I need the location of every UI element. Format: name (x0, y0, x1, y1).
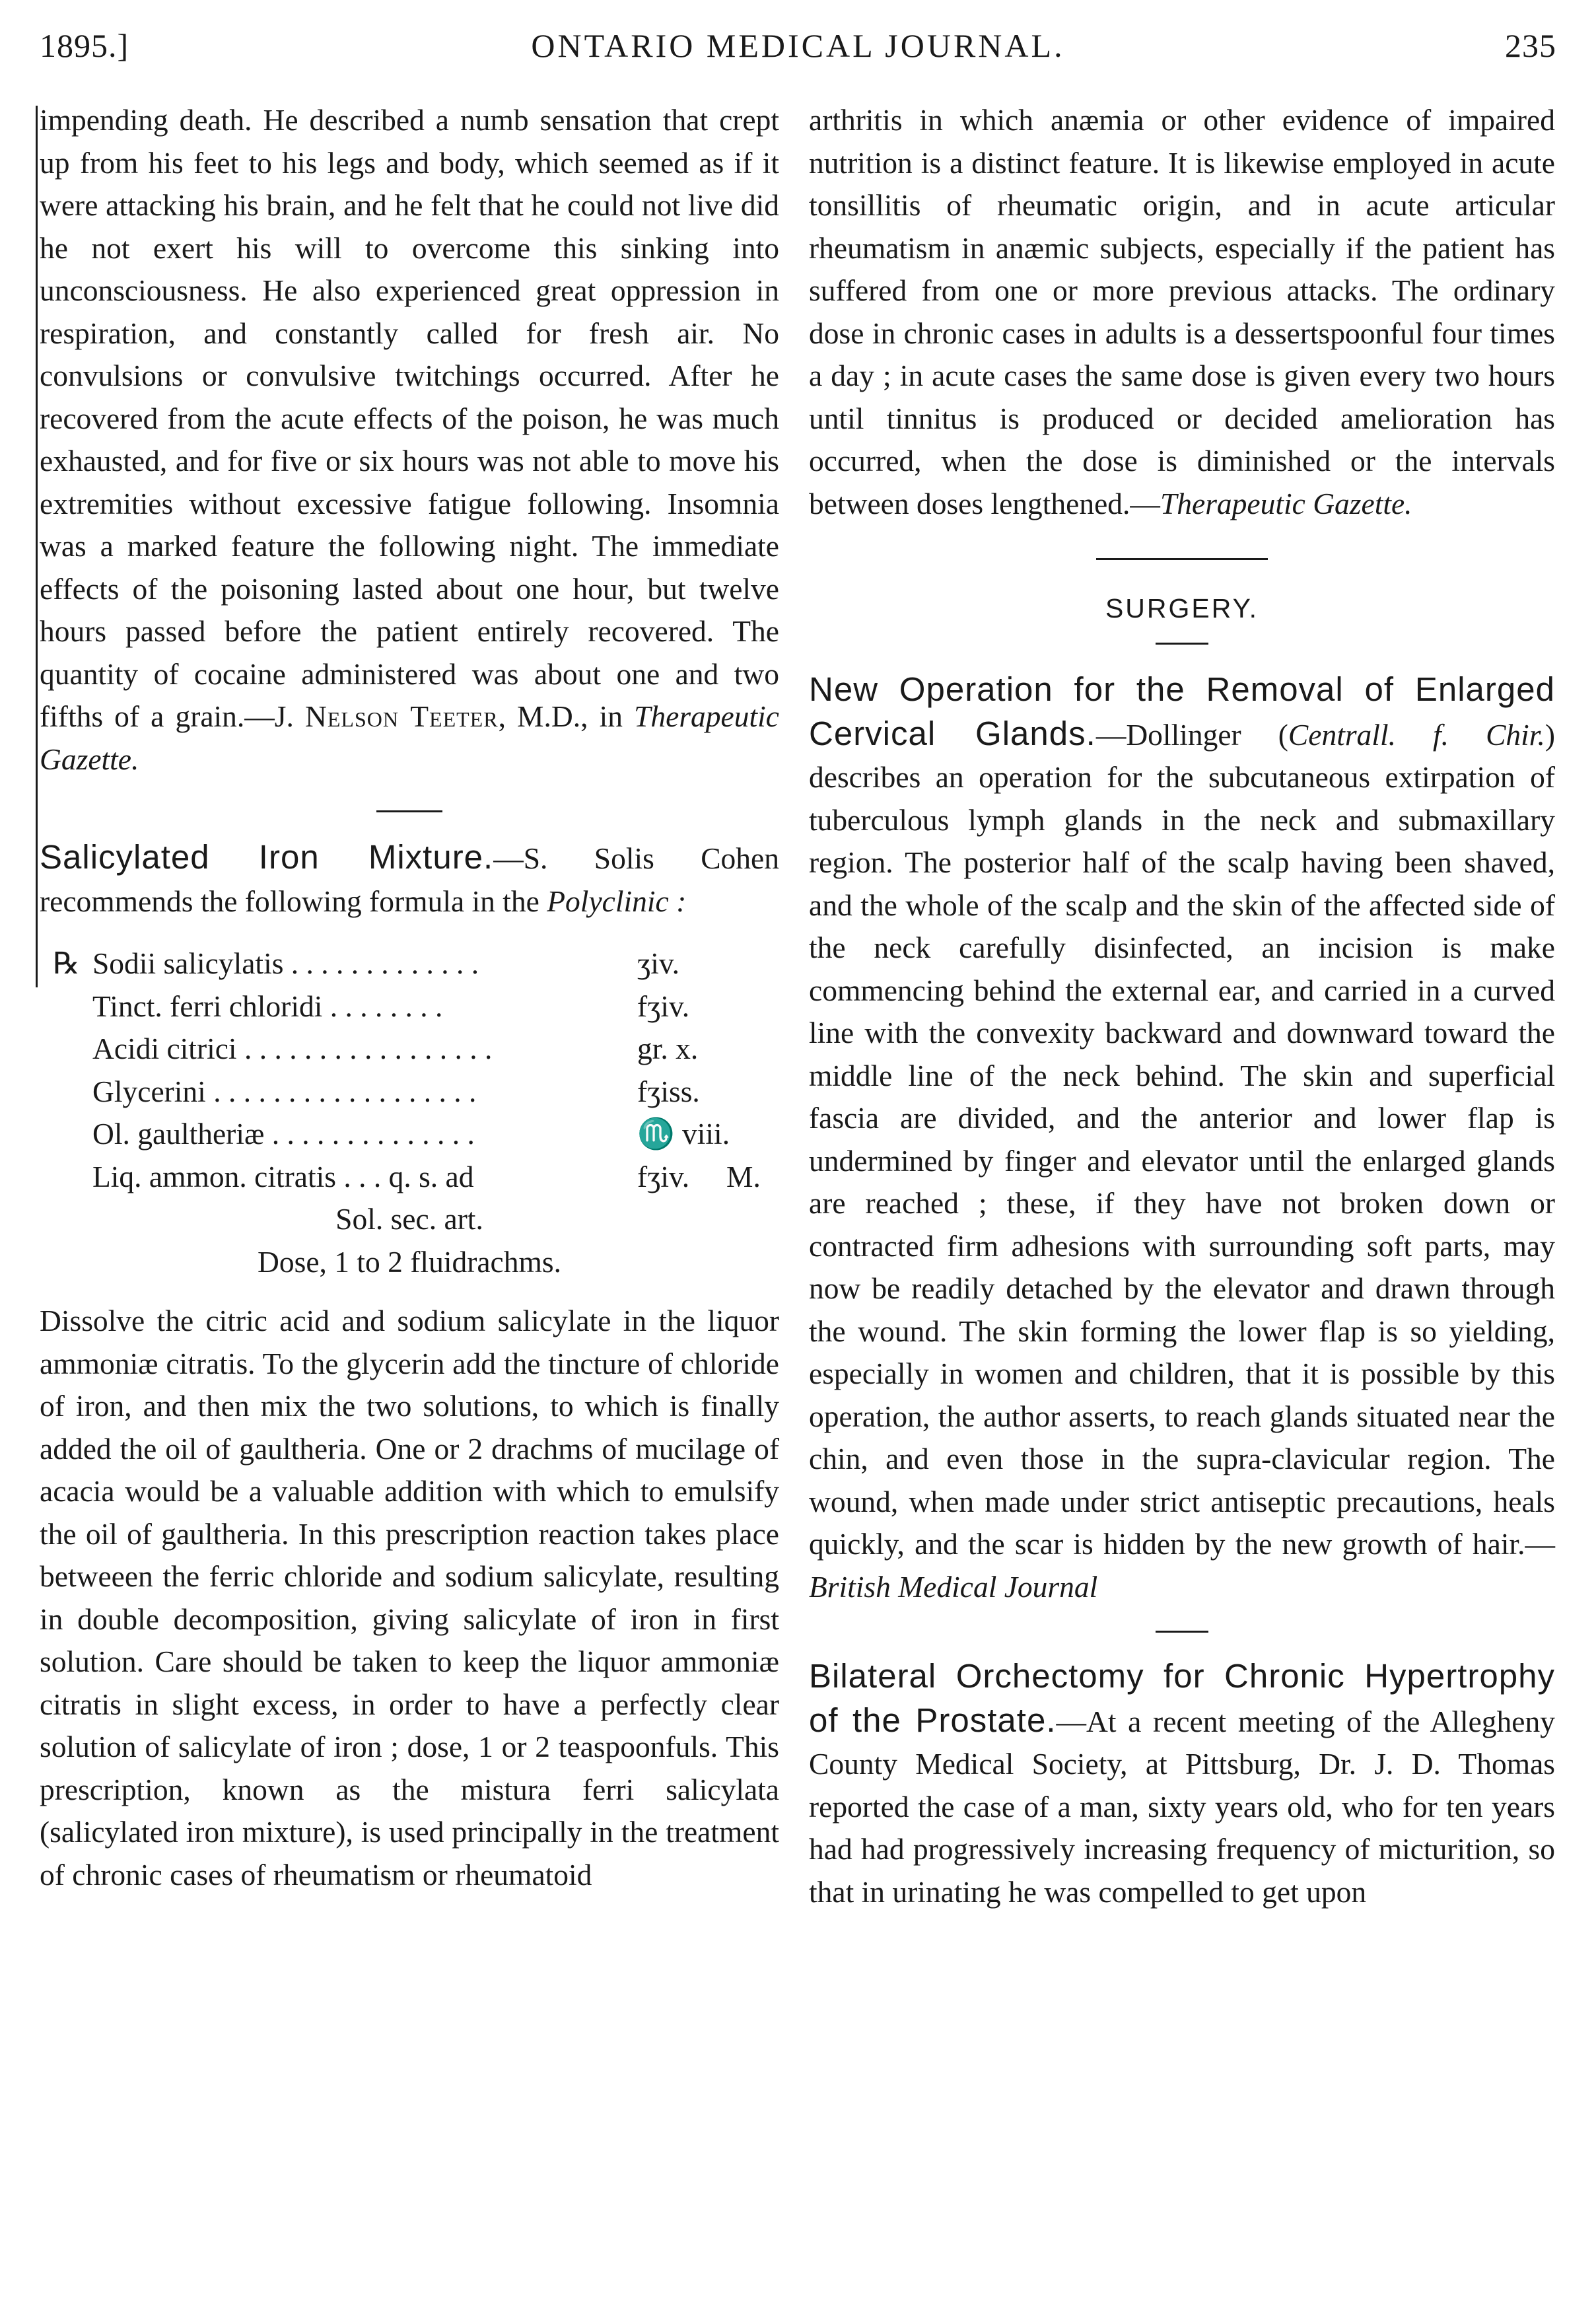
cervical-glands-article (809, 668, 1555, 1608)
rx-ingredient: Sodii salicylatis . . . . . . . . . . . . . (92, 946, 479, 980)
journal-title: ONTARIO MEDICAL JOURNAL. (531, 27, 1065, 64)
salicylated-body: Dissolve the citric acid and sodium salicylate in the liquor ammoniæ citratis. To the glycerin add the tincture of chloride of iron, and then mix the two solutions, to which is finally added the oil of gaultheria. One or 2 drachms of mucilage of acacia would be a valuable addition with which to emulsify the oil of gaultheria. In this prescription reaction takes place betweeen the ferric chloride and sodium salicylate, resulting in double decomposition, giving salicylate of iron in first solution. Care should be taken to keep the liquor ammoniæ citratis in slight excess, in order to have a perfectly clear solution of salicylate of iron ; dose, 1 or 2 teaspoonfuls. This prescription, known as the mistura ferri salicylata (salicylated iron mixture), is used principally in the treatment of chronic cases of rheumatism or rheumatoid (40, 1304, 779, 1892)
rx-row (40, 942, 779, 985)
running-header (40, 26, 1556, 86)
rx-row (40, 1028, 779, 1071)
rx-misce: M. (726, 1159, 761, 1193)
rx-row (40, 1113, 779, 1156)
section-heading-cervical-glands: New Operation for the Removal of Enlarged Cervical Glands. (809, 670, 1555, 752)
section-heading-orchectomy: Bilateral Orchectomy for Chronic Hypertrophy of the Prostate. (809, 1657, 1555, 1739)
section-heading-salicylated: Salicylated Iron Mixture. (40, 838, 494, 876)
rx-quantity: fʒiv. (637, 989, 690, 1023)
margin-rule (36, 106, 38, 987)
bmj-source: British Medical Journal (809, 1569, 1098, 1604)
rx-ingredient: Glycerini . . . . . . . . . . . . . . . . . . (92, 1074, 477, 1108)
rx-row (40, 985, 779, 1028)
rx-quantity: fʒiv. (637, 1159, 690, 1193)
rx-ingredient: Liq. ammon. citratis . . . q. s. ad (92, 1159, 474, 1193)
cervical-body-text: ) describes an operation for the subcutaneous extirpation of tuberculous lymph glands in the neck and submaxillary region. The posterior half of the scalp having been shaved, and the whole of the scalp and the skin of the affected side of the neck carefully disinfected, an incision is make commencing behind the external ear, and carried in a curved line with the convexity backward and downward toward the middle line of the neck behind. The skin and superficial fascia are divided, and the anterior and lower flap is undermined by finger and elevator until the enlarged glands are reached ; these, if they have not broken down or contracted firm adhesions with surrounding soft parts, may now be readily detached by the elevator and drawn through the wound. The skin forming the lower flap is so yielding, especially in women and children, that it is possible by this operation, the author asserts, to reach glands situated near the chin, and even those in the supra-clavicular region. The wound, when made under strict antiseptic precautions, heals quickly, and the scar is hidden by the new growth of hair.— (809, 717, 1555, 1561)
cervical-intro-text: —Dollinger ( (1095, 717, 1288, 752)
salicylated-intro-text: —S. Solis Cohen recommends the following formula in the (40, 841, 779, 918)
section-divider (1096, 558, 1268, 560)
section-title-surgery: SURGERY. (1105, 593, 1259, 623)
right-column (809, 99, 1555, 1913)
section-divider (376, 810, 442, 812)
source-citation: Therapeutic Gazette. (1160, 486, 1412, 520)
salicylated-continuation (809, 99, 1555, 525)
rx-quantity: gr. x. (637, 1032, 699, 1065)
rx-row (40, 1156, 779, 1199)
rx-symbol: ℞ (53, 946, 80, 980)
orchectomy-body-text: —At a recent meeting of the Allegheny County Medical Society, at Pittsburg, Dr. J. D. Thomas reported the case of a man, sixty years old, who for ten years had had progressively increasing frequency of micturition, so that in urinating he was compelled to get upon (809, 1704, 1555, 1909)
author-degree: , M.D., in (498, 699, 635, 733)
rx-ingredient: Acidi citrici . . . . . . . . . . . . . . . . . (92, 1032, 493, 1065)
rx-ingredient: Ol. gaultheriæ . . . . . . . . . . . . . . (92, 1117, 475, 1151)
header-year: 1895.] (40, 27, 129, 64)
rx-ingredient: Tinct. ferri chloridi . . . . . . . . (92, 989, 443, 1023)
author-name: Nelson Teeter (305, 699, 499, 733)
continuation-text: arthritis in which anæmia or other evidence of impaired nutrition is a distinct feature. It is likewise employed in acute tonsillitis of rheumatic origin, and in acute articular rheumatism in anæmic subjects, especially if the patient has suffered from one or more previous attacks. The ordinary dose in chronic cases in adults is a dessertspoonful four times a day ; in acute cases the same dose is given every two hours until tinnitus is produced or decided amelioration has occurred, when the dose is diminished or the intervals between doses lengthened.— (809, 103, 1555, 520)
prescription-block (40, 942, 779, 1283)
rx-quantity: fʒiss. (637, 1074, 700, 1108)
source-citation: Therapeutic Gazette. (40, 699, 779, 776)
left-column (40, 99, 779, 1896)
salicylated-intro (40, 836, 779, 923)
section-divider (1156, 1631, 1208, 1633)
orchectomy-article (809, 1655, 1555, 1913)
cocaine-case-paragraph (40, 99, 779, 781)
cocaine-case-text: impending death. He described a numb sensation that crept up from his feet to his legs and body, which seemed as if it were attacking his brain, and he felt that he could not live did he not exert his will to overcome this sinking into unconsciousness. He also experienced great oppression in respiration, and constantly called for fresh air. No convulsions or convulsive twitchings occurred. After he recovered from the acute effects of the poison, he was much exhausted, and for five or six hours was not able to move his extremities without excessive fatigue following. Insomnia was a marked feature the following night. The immediate effects of the poisoning lasted about one hour, but twelve hours passed before the patient entirely recovered. The quantity of cocaine administered was about one and two fifths of a grain.—J. (40, 103, 779, 733)
rx-dose: Dose, 1 to 2 fluidrachms. (258, 1244, 561, 1279)
rx-quantity: ʒiv. (637, 946, 680, 980)
page-number: 235 (1505, 27, 1556, 64)
polyclinic-source: Polyclinic : (547, 884, 687, 918)
rx-row (40, 1071, 779, 1114)
rx-sol: Sol. sec. art. (335, 1202, 483, 1236)
section-divider (1156, 643, 1208, 645)
rx-quantity: ♏ viii. (637, 1117, 730, 1151)
centralblatt-source: Centrall. f. Chir. (1288, 717, 1545, 752)
